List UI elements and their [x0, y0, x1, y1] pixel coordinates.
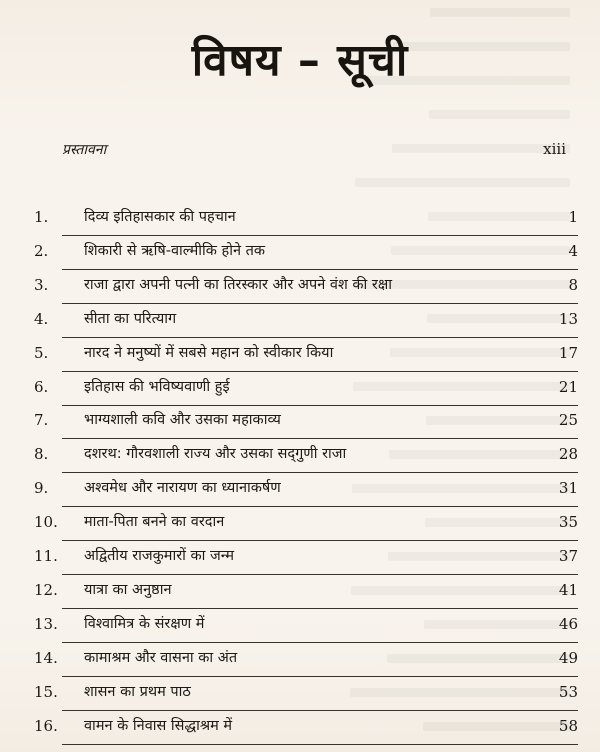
toc-entry-underline [62, 540, 578, 541]
toc-entry-title: वामन के निवास सिद्धाश्रम में [84, 717, 233, 734]
toc-entry-underline [62, 710, 578, 711]
toc-entry-title: दशरथ: गौरवशाली राज्य और उसका सद्‌गुणी राजा [84, 446, 347, 463]
toc-entry-page-number: 41 [558, 580, 578, 599]
toc-entry-page-number: 4 [568, 241, 578, 260]
preface-label: प्रस्तावना [62, 142, 107, 158]
toc-entry [0, 238, 600, 268]
toc-entry-page-number: 37 [558, 547, 578, 565]
toc-entry-page-number: 46 [558, 614, 578, 633]
toc-entry [0, 441, 600, 471]
toc-entry-page-number: 58 [558, 716, 578, 735]
toc-entry-title: अद्वितीय राजकुमारों का जन्म [84, 548, 235, 564]
toc-entry [0, 272, 600, 302]
toc-entry-page-number: 35 [558, 513, 578, 532]
toc-entry-page-number: 1 [568, 208, 578, 226]
toc-entry-page-number: 21 [558, 377, 578, 396]
toc-entry [0, 611, 600, 641]
toc-entry [0, 306, 600, 336]
toc-entry-underline [62, 337, 578, 338]
toc-entry [0, 204, 600, 234]
toc-entry-title: सीता का परित्याग [84, 310, 177, 327]
toc-entry-title: अश्वमेध और नारायण का ध्यानाकर्षण [84, 480, 281, 497]
toc-entry-underline [62, 608, 578, 609]
toc-entry-underline [62, 303, 578, 304]
toc-entry-number: 10. [34, 513, 58, 532]
toc-entry-page-number: 31 [558, 479, 578, 498]
toc-entry-underline [62, 574, 578, 575]
toc-entry-number: 5. [34, 343, 49, 362]
preface-entry [62, 140, 566, 166]
toc-entry [0, 577, 600, 607]
toc-entry-underline [62, 506, 578, 507]
toc-entry-number: 13. [34, 614, 58, 633]
toc-entry-page-number: 53 [558, 682, 578, 701]
toc-entry-underline [62, 472, 578, 473]
toc-entry-number: 9. [34, 479, 49, 498]
toc-entry-title: भाग्यशाली कवि और उसका महाकाव्य [84, 412, 281, 429]
toc-entry-underline [62, 371, 578, 372]
toc-entry-title: दिव्य इतिहासकार की पहचान [84, 209, 236, 225]
toc-entry [0, 475, 600, 505]
toc-entry-page-number: 17 [558, 343, 578, 362]
toc-entry-underline [62, 269, 578, 270]
toc-entry-underline [62, 676, 578, 677]
bleed-through-line [429, 110, 570, 119]
toc-entry [0, 543, 600, 573]
toc-entry-page-number: 8 [568, 275, 578, 294]
toc-entry [0, 679, 600, 709]
toc-entry-title: माता-पिता बनने का वरदान [84, 514, 225, 531]
toc-entry-number: 14. [34, 648, 58, 667]
toc-entry-underline [62, 642, 578, 643]
toc-entry [0, 713, 600, 743]
page-title: विषय – सूची [191, 35, 409, 86]
toc-entry [0, 374, 600, 404]
toc-entry-page-number: 28 [558, 445, 578, 464]
toc-entry-title: शासन का प्रथम पाठ [84, 683, 191, 700]
toc-entry-title: शिकारी से ऋषि-वाल्मीकि होने तक [84, 242, 266, 259]
toc-entry-number: 4. [34, 309, 49, 328]
toc-entry-page-number: 49 [558, 648, 578, 667]
toc-entry-title: कामाश्रम और वासना का अंत [84, 649, 238, 666]
toc-entry-number: 8. [34, 445, 49, 464]
toc-entry-title: यात्रा का अनुष्ठान [84, 581, 172, 598]
toc-entry-title: विश्वामित्र के संरक्षण में [84, 615, 205, 632]
toc-entry-page-number: 25 [558, 411, 578, 430]
toc-entry-number: 11. [34, 547, 58, 565]
toc-entry-underline [62, 405, 578, 406]
toc-entry-number: 6. [34, 377, 49, 396]
toc-entry [0, 340, 600, 370]
bleed-through-line [430, 8, 570, 17]
toc-entry-title: नारद ने मनुष्यों में सबसे महान को स्वीकार किया [84, 344, 334, 361]
toc-entry-page-number: 13 [558, 309, 578, 328]
toc-entry-underline [62, 744, 578, 745]
toc-entry-underline [62, 235, 578, 236]
toc-entry [0, 407, 600, 437]
toc-entry-number: 2. [34, 241, 49, 260]
toc-entry [0, 645, 600, 675]
toc-entry-number: 12. [34, 580, 58, 599]
toc-entry-number: 16. [34, 716, 58, 735]
toc-entry-title: राजा द्वारा अपनी पत्नी का तिरस्कार और अपने वंश की रक्षा [84, 276, 393, 293]
toc-entry [0, 509, 600, 539]
preface-page-number: xiii [543, 140, 566, 158]
toc-entry-number: 1. [34, 208, 49, 226]
toc-entry-title: इतिहास की भविष्यवाणी हुई [84, 378, 230, 395]
toc-entry-number: 7. [34, 411, 49, 430]
toc-entry-number: 3. [34, 275, 49, 294]
toc-entry-underline [62, 438, 578, 439]
toc-entry-number: 15. [34, 682, 58, 701]
bleed-through-line [355, 178, 570, 187]
